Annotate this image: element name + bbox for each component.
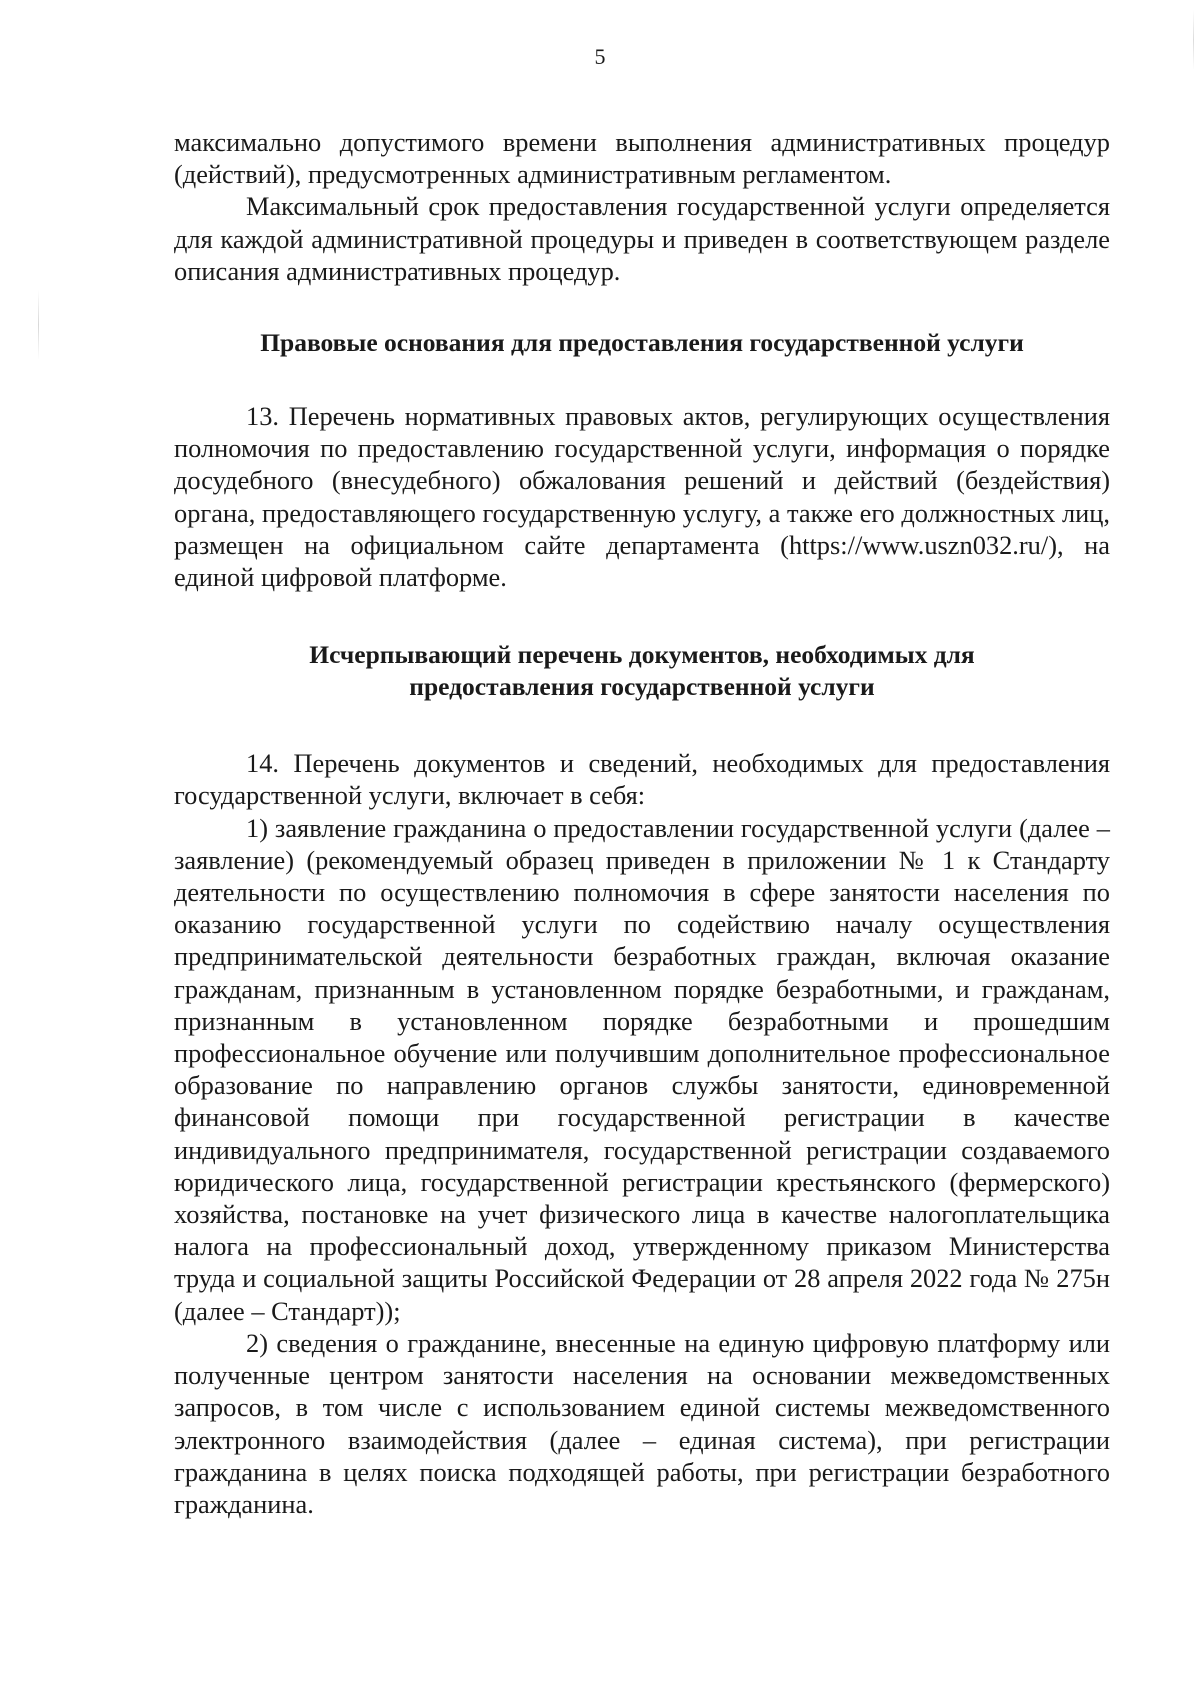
section-heading-legal-basis: Правовые основания для предоставления государственной услуги xyxy=(260,328,1024,358)
section-heading-documents-line-2: предоставления государственной услуги xyxy=(409,672,875,702)
section-heading-documents xyxy=(174,639,1110,703)
page-number: 5 xyxy=(594,44,606,69)
list-item-14-1: 1) заявление гражданина о предоставлении государственной услуги (далее – заявление) (рекомендуемый образец приведен в приложении № 1 к Стандарту деятельности по осуществлению полномочия в сфере занятости населения по оказанию государственной услуги по содействию началу осуществления предпринимательской деятельности безработных граждан, включая оказание гражданам, признанным в установленном порядке безработными, и гражданам, признанным в установленном порядке безработными и прошедшим профессиональное обучение или получившим дополнительное профессиональное образование по направлению органов службы занятости, единовременной финансовой помощи при государственной регистрации в качестве индивидуального предпринимателя, государственной регистрации создаваемого юридического лица, государственной регистрации крестьянского (фермерского) хозяйства, постановке на учет физического лица в качестве налогоплательщика налога на профессиональный доход, утвержденному приказом Министерства труда и социальной защиты Российской Федерации от 28 апреля 2022 года № 275н (далее – Стандарт)); xyxy=(174,812,1110,1326)
paragraph-item-13: 13. Перечень нормативных правовых актов, регулирующих осуществления полномочия по предоставлению государственной услуги, информация о порядке досудебного (внесудебного) обжалования решений и действий (бездействия) органа, предоставляющего государственную услугу, а также его должностных лиц, размещен на официальном сайте департамента (https://www.uszn032.ru/), на единой цифровой платформе. xyxy=(174,401,1110,593)
paragraph-item-14: 14. Перечень документов и сведений, необходимых для предоставления государственной услуги, включает в себя: xyxy=(174,748,1110,811)
section-heading-documents-line-1: Исчерпывающий перечень документов, необходимых для xyxy=(309,640,975,670)
scan-artifact-line xyxy=(38,290,39,360)
list-item-14-2: 2) сведения о гражданине, внесенные на единую цифровую платформу или полученные центром занятости населения на основании межведомственных запросов, в том числе с использованием единой системы межведомственного электронного взаимодействия (далее – единая система), при регистрации гражданина в целях поиска подходящей работы, при регистрации безработного гражданина. xyxy=(174,1327,1110,1519)
paragraph-intro: максимально допустимого времени выполнения административных процедур (действий), предусмотренных административным регламентом. xyxy=(174,127,1110,190)
document-body xyxy=(174,126,1110,1520)
paragraph-max-term: Максимальный срок предоставления государственной услуги определяется для каждой административной процедуры и приведен в соответствующем разделе описания административных процедур. xyxy=(174,191,1110,286)
